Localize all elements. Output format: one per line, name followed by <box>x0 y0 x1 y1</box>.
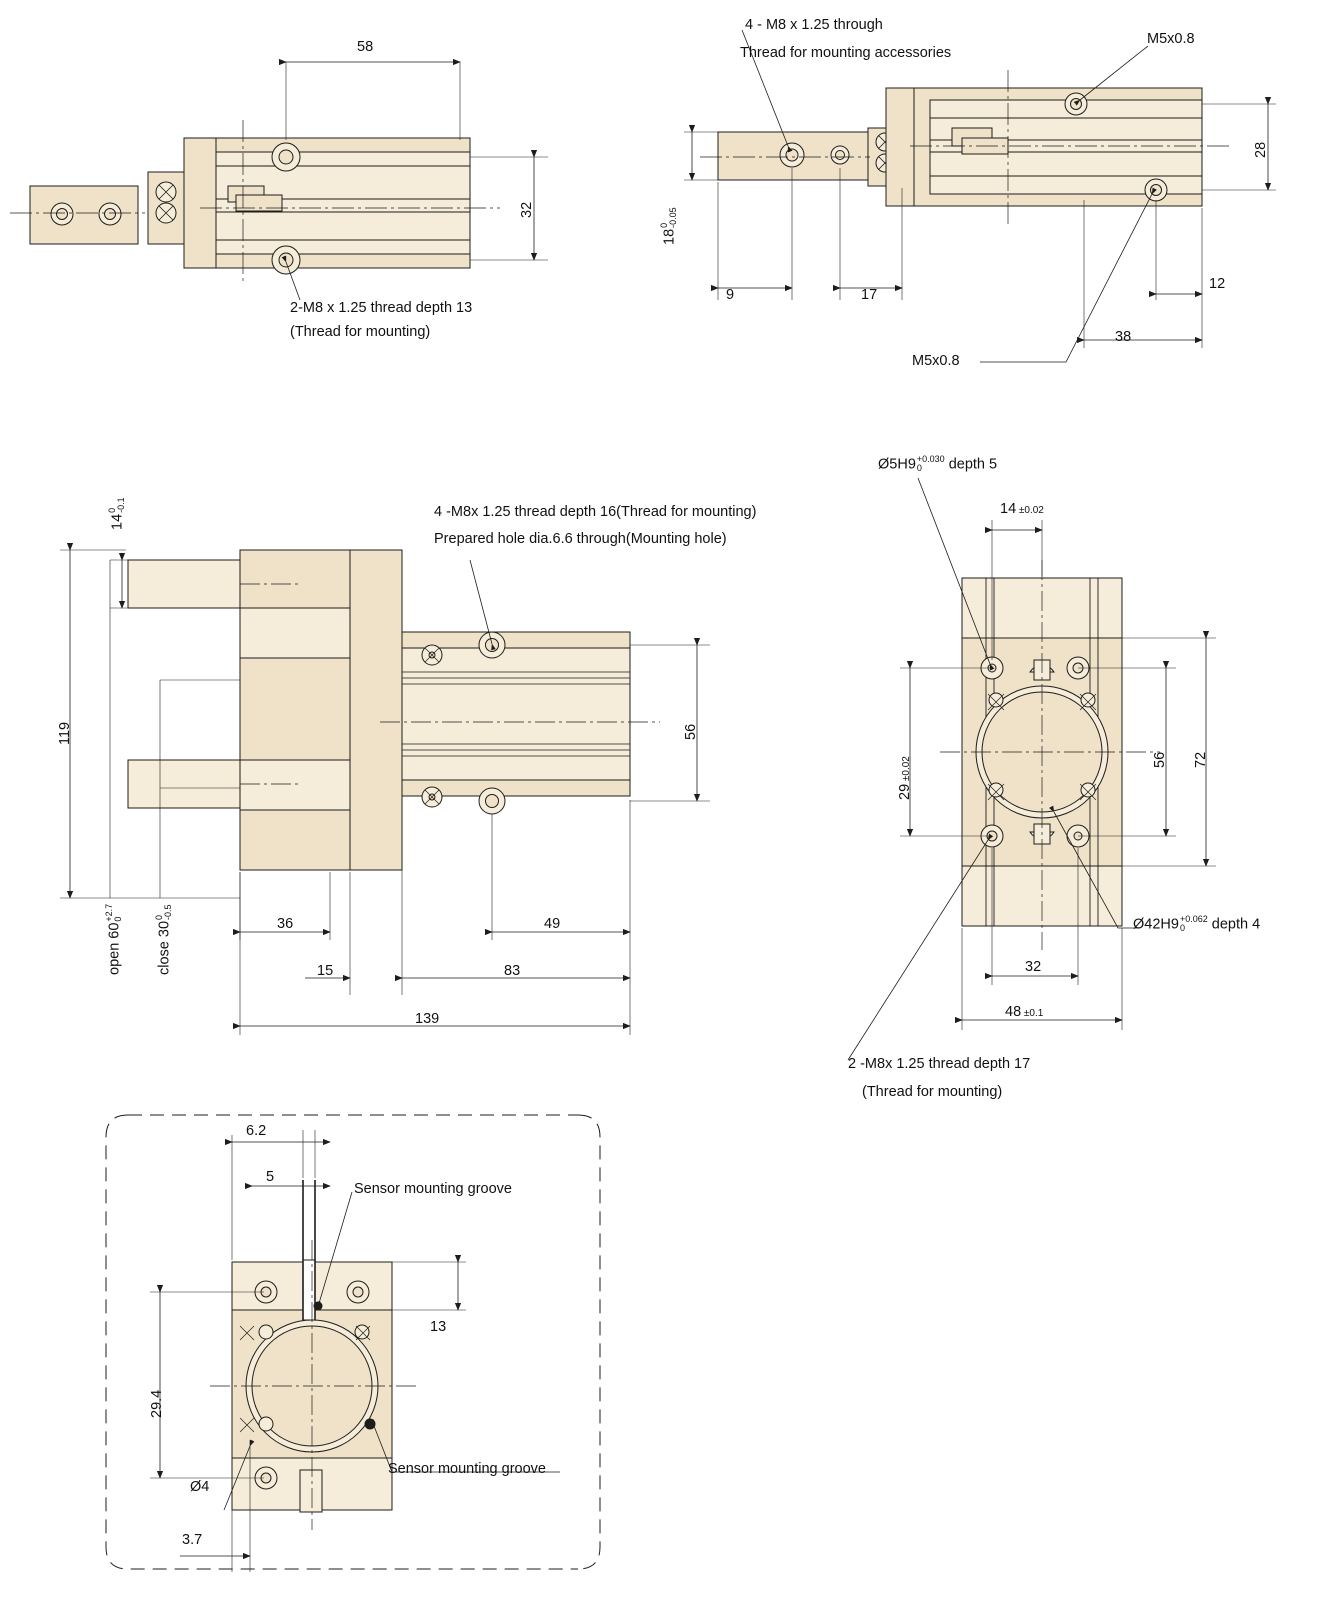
dim-48: 48 ±0.1 <box>1005 1004 1044 1020</box>
dim-14-front: 14 0 -0.1 <box>107 497 127 530</box>
dim-17: 17 <box>861 287 878 303</box>
dim-49: 49 <box>544 916 561 932</box>
dim-58: 58 <box>357 39 374 55</box>
dim-6-2: 6.2 <box>246 1123 267 1139</box>
dim-119: 119 <box>57 721 73 745</box>
note-42h9-depth4: Ø42H9 +0.062 0 depth 4 <box>1133 914 1261 934</box>
view-top-right <box>684 30 1276 362</box>
dim-32: 32 <box>519 201 535 218</box>
dim-15: 15 <box>317 963 334 979</box>
dim-56-top: 56 <box>1152 751 1168 768</box>
note-2-m8-depth13-line2: (Thread for mounting) <box>290 324 431 340</box>
view-top-left <box>10 62 548 300</box>
dim-5: 5 <box>266 1169 275 1185</box>
dim-3-7: 3.7 <box>182 1532 203 1548</box>
dim-12: 12 <box>1209 276 1226 292</box>
dim-72: 72 <box>1193 751 1209 768</box>
dim-9: 9 <box>726 287 735 303</box>
note-2-m8-depth17-line2: (Thread for mounting) <box>862 1084 1003 1100</box>
view-sensor-groove <box>106 1115 600 1572</box>
note-prepared-hole: Prepared hole dia.6.6 through(Mounting hole) <box>434 531 727 547</box>
dim-14-top: 14 ±0.02 <box>1000 501 1044 517</box>
note-thread-mounting-accessories: Thread for mounting accessories <box>740 45 952 61</box>
dim-32-top: 32 <box>1025 959 1042 975</box>
note-4-m8-through: 4 - M8 x 1.25 through <box>745 17 883 33</box>
dim-139: 139 <box>415 1011 440 1027</box>
dim-83: 83 <box>504 963 521 979</box>
dim-56-front: 56 <box>683 723 699 740</box>
note-m5x08-bottom: M5x0.8 <box>912 353 960 369</box>
note-sensor-groove-top: Sensor mounting groove <box>354 1181 512 1197</box>
note-2-m8-depth17-line1: 2 -M8x 1.25 thread depth 17 <box>848 1056 1031 1072</box>
dim-close-30: close 30 0 -0.5 <box>154 904 174 975</box>
note-2-m8-depth13-line1: 2-M8 x 1.25 thread depth 13 <box>290 300 473 316</box>
note-4-m8-depth16: 4 -M8x 1.25 thread depth 16(Thread for mounting) <box>434 504 757 520</box>
dim-18: 18 0 -0.05 <box>659 207 679 245</box>
dim-dia-4: Ø4 <box>190 1479 210 1495</box>
dim-28: 28 <box>1253 141 1269 158</box>
note-5h9-depth5: Ø5H9 +0.030 0 depth 5 <box>878 454 998 474</box>
dim-29-4: 29.4 <box>149 1389 165 1418</box>
dim-38: 38 <box>1115 329 1132 345</box>
note-sensor-groove-bottom: Sensor mounting groove <box>388 1461 546 1477</box>
dim-13: 13 <box>430 1319 447 1335</box>
dim-36: 36 <box>277 916 294 932</box>
note-m5x08-top: M5x0.8 <box>1147 31 1195 47</box>
dim-open-60: open 60 +2.7 0 <box>104 903 124 975</box>
dim-29: 29 ±0.02 <box>897 756 913 800</box>
